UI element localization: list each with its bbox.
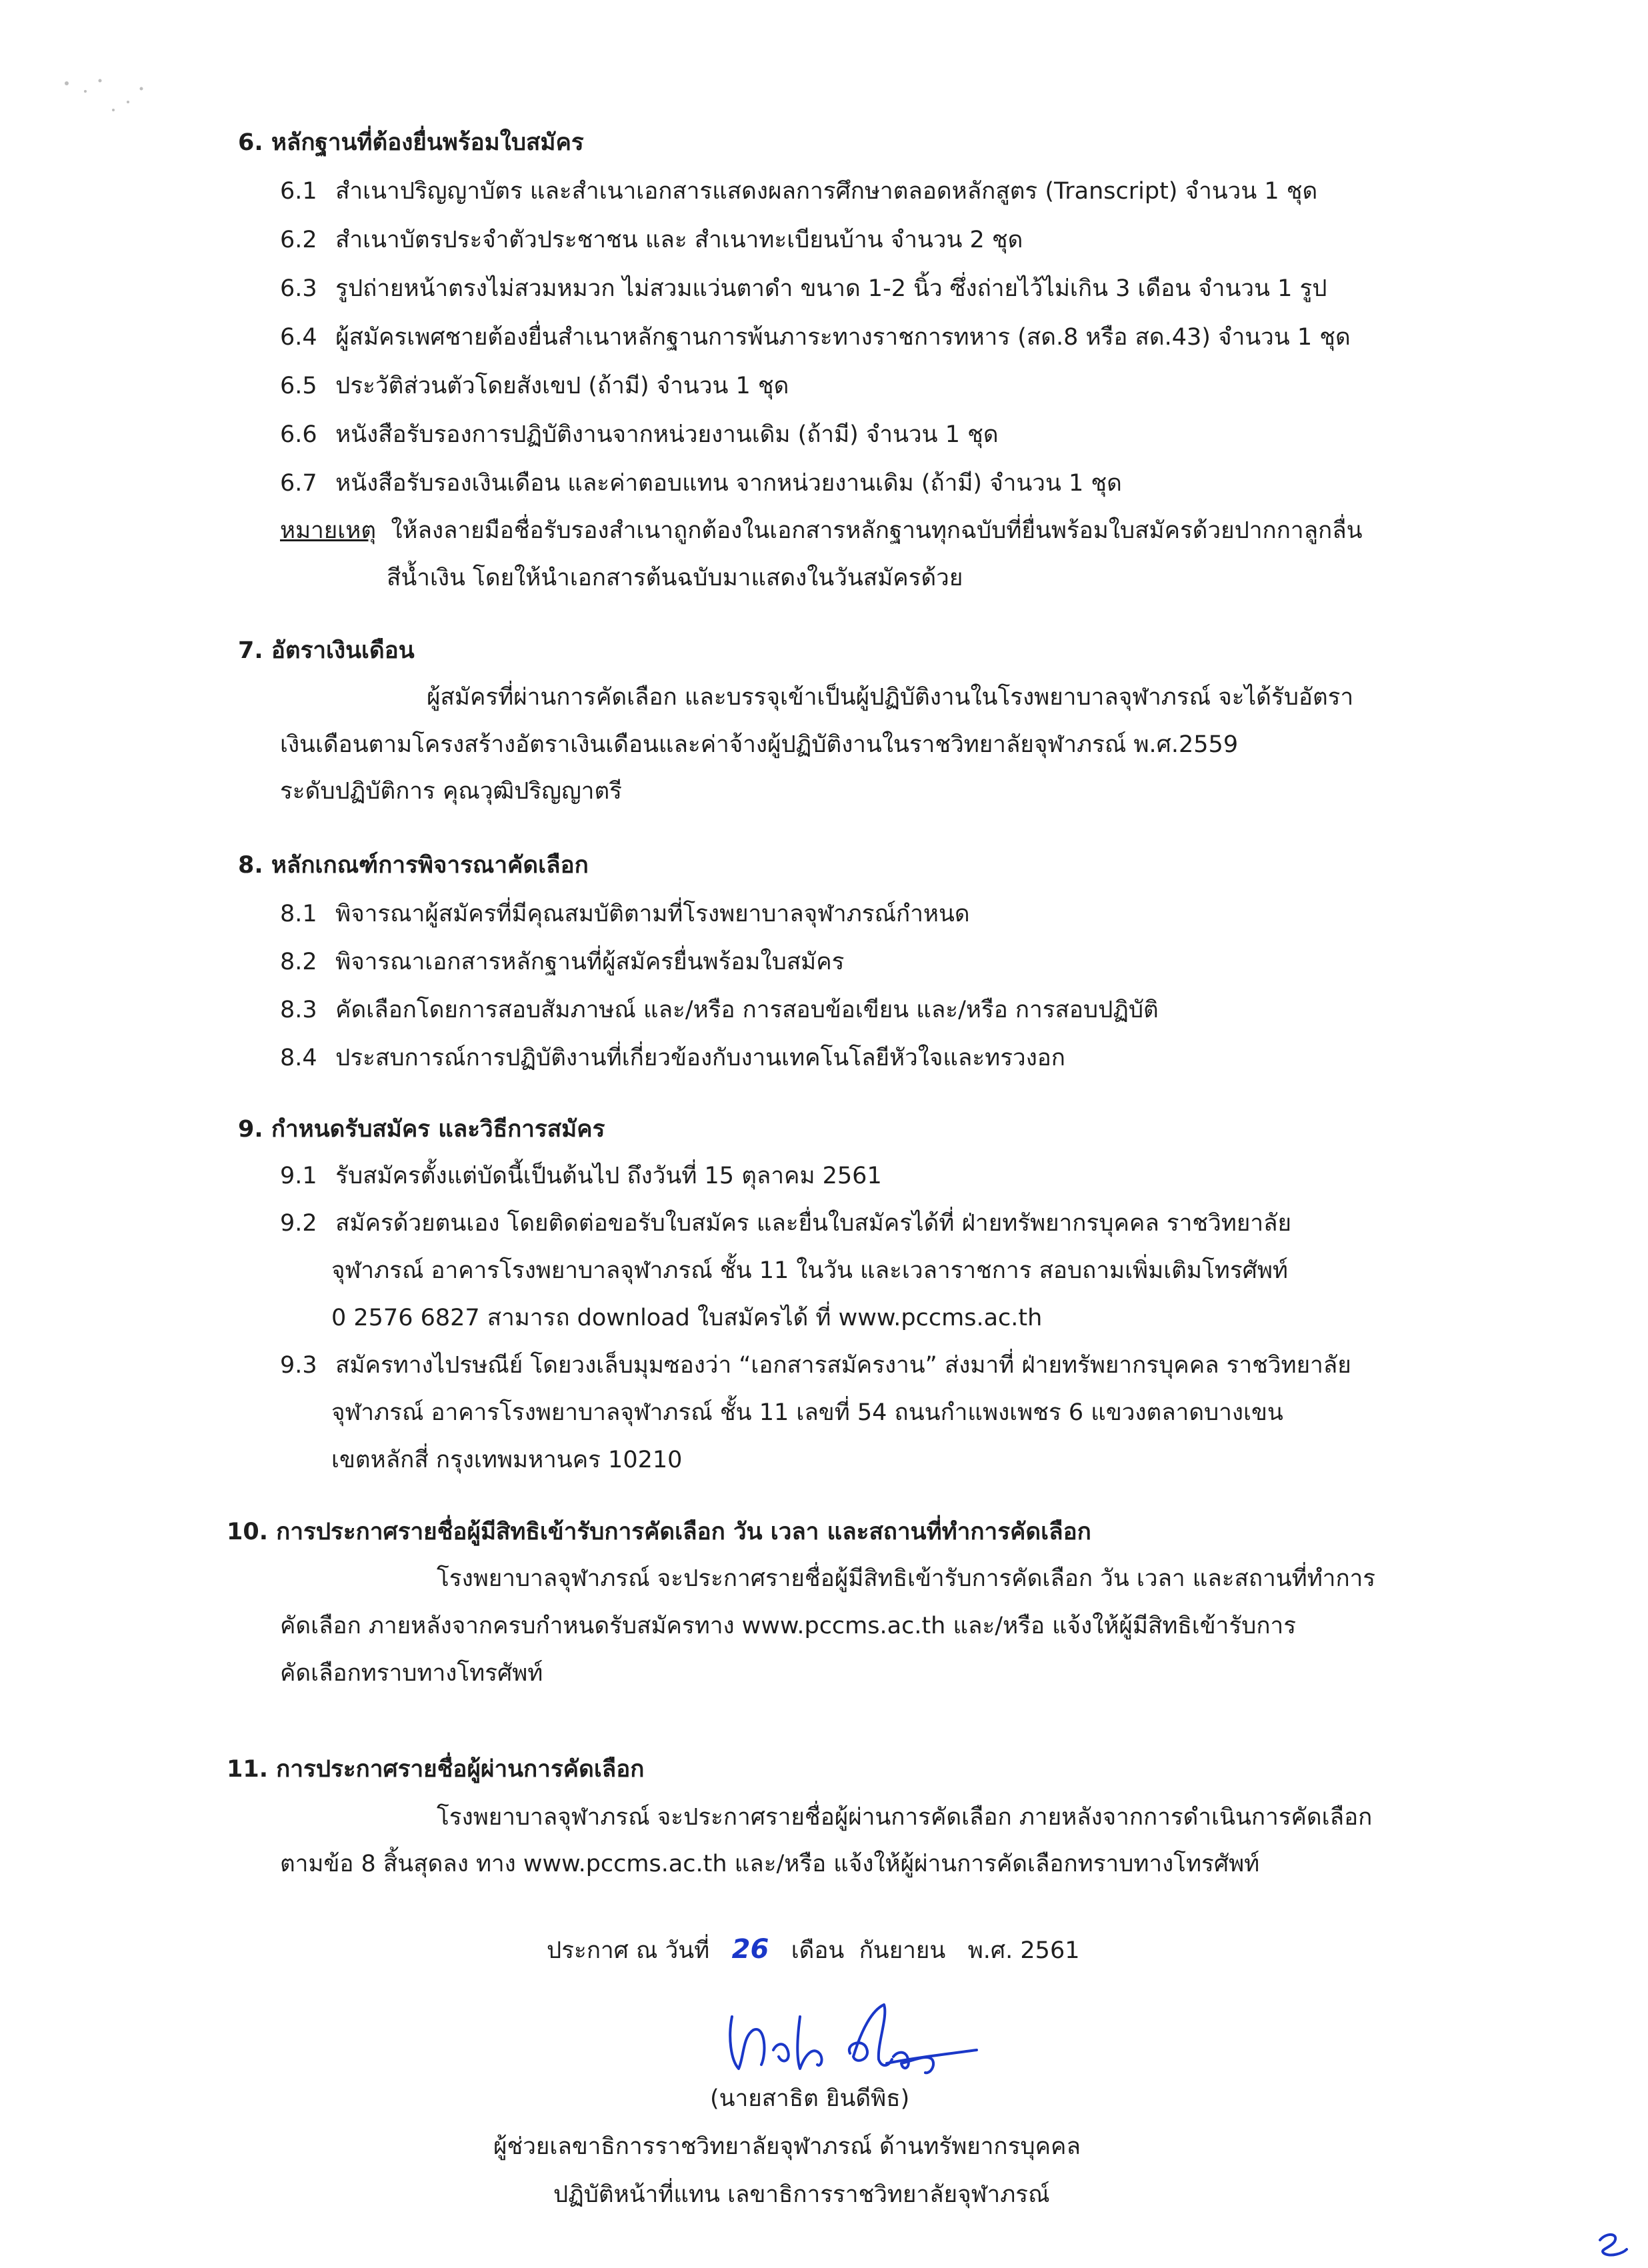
section-7-title: 7. อัตราเงินเดือน	[238, 637, 415, 664]
paragraph-line: เงินเดือนตามโครงสร้างอัตราเงินเดือนและค่าจ้างผู้ปฏิบัติงานในราชวิทยาลัยจุฬาภรณ์ พ.ศ.2559	[280, 731, 1239, 758]
handwritten-signature	[713, 1990, 987, 2090]
list-item: 8.2 พิจารณาเอกสารหลักฐานที่ผู้สมัครยื่นพร้อมใบสมัคร	[280, 949, 845, 975]
paragraph-line: คัดเลือก ภายหลังจากครบกำหนดรับสมัครทาง www.pccms.ac.th และ/หรือ แจ้งให้ผู้มีสิทธิเข้ารับการ	[280, 1613, 1296, 1639]
list-item: 9.3 สมัครทางไปรษณีย์ โดยวงเล็บมุมซองว่า “เอกสารสมัครงาน” ส่งมาที่ ฝ่ายทรัพยากรบุคคล ราชวิทยาลัย	[280, 1352, 1351, 1379]
list-item: 6.2 สำเนาบัตรประจำตัวประชาชน และ สำเนาทะเบียนบ้าน จำนวน 2 ชุด	[280, 227, 1023, 253]
list-item-continuation: จุฬาภรณ์ อาคารโรงพยาบาลจุฬาภรณ์ ชั้น 11 เลขที่ 54 ถนนกำแพงเพชร 6 แขวงตลาดบางเขน	[331, 1399, 1283, 1426]
signatory-name: (นายสาธิต ยินดีพิธ)	[710, 2085, 910, 2112]
signatory-position: ผู้ช่วยเลขาธิการราชวิทยาลัยจุฬาภรณ์ ด้านทรัพยากรบุคคล	[493, 2133, 1081, 2160]
section-11-title: 11. การประกาศรายชื่อผู้ผ่านการคัดเลือก	[227, 1756, 645, 1783]
list-item: 6.1 สำเนาปริญญาบัตร และสำเนาเอกสารแสดงผลการศึกษาตลอดหลักสูตร (Transcript) จำนวน 1 ชุด	[280, 178, 1318, 205]
list-item-continuation: จุฬาภรณ์ อาคารโรงพยาบาลจุฬาภรณ์ ชั้น 11 ในวัน และเวลาราชการ สอบถามเพิ่มเติมโทรศัพท์	[331, 1257, 1288, 1284]
paragraph-line: ระดับปฏิบัติการ คุณวุฒิปริญญาตรี	[280, 778, 622, 805]
signatory-position-acting: ปฏิบัติหน้าที่แทน เลขาธิการราชวิทยาลัยจุฬาภรณ์	[553, 2181, 1050, 2208]
list-item-continuation: เขตหลักสี่ กรุงเทพมหานคร 10210	[331, 1447, 683, 1473]
list-item: 6.3 รูปถ่ายหน้าตรงไม่สวมหมวก ไม่สวมแว่นตาดำ ขนาด 1-2 นิ้ว ซึ่งถ่ายไว้ไม่เกิน 3 เดือน จำนวน 1 รูป	[280, 275, 1327, 302]
note-line-2: สีน้ำเงิน โดยให้นำเอกสารต้นฉบับมาแสดงในวันสมัครด้วย	[387, 565, 963, 591]
list-item: 8.3 คัดเลือกโดยการสอบสัมภาษณ์ และ/หรือ การสอบข้อเขียน และ/หรือ การสอบปฏิบัติ	[280, 997, 1159, 1023]
list-item: 6.6 หนังสือรับรองการปฏิบัติงานจากหน่วยงานเดิม (ถ้ามี) จำนวน 1 ชุด	[280, 421, 999, 448]
note-line-1: หมายเหตุ ให้ลงลายมือชื่อรับรองสำเนาถูกต้องในเอกสารหลักฐานทุกฉบับที่ยื่นพร้อมใบสมัครด้วยปากกาลูกลื่น	[280, 517, 1363, 544]
list-item: 8.4 ประสบการณ์การปฏิบัติงานที่เกี่ยวข้องกับงานเทคโนโลยีหัวใจและทรวงอก	[280, 1045, 1066, 1071]
list-item: 9.2 สมัครด้วยตนเอง โดยติดต่อขอรับใบสมัคร และยื่นใบสมัครได้ที่ ฝ่ายทรัพยากรบุคคล ราชวิทยาลัย	[280, 1210, 1291, 1237]
section-10-title: 10. การประกาศรายชื่อผู้มีสิทธิเข้ารับการคัดเลือก วัน เวลา และสถานที่ทำการคัดเลือก	[227, 1519, 1091, 1545]
list-item-continuation: 0 2576 6827 สามารถ download ใบสมัครได้ ที่ www.pccms.ac.th	[331, 1305, 1043, 1331]
paragraph-line: คัดเลือกทราบทางโทรศัพท์	[280, 1660, 543, 1687]
list-item: 6.5 ประวัติส่วนตัวโดยสังเขป (ถ้ามี) จำนวน 1 ชุด	[280, 373, 789, 399]
paragraph-line: โรงพยาบาลจุฬาภรณ์ จะประกาศรายชื่อผู้มีสิทธิเข้ารับการคัดเลือก วัน เวลา และสถานที่ทำการ	[437, 1565, 1376, 1592]
section-8-title: 8. หลักเกณฑ์การพิจารณาคัดเลือก	[238, 852, 589, 879]
handwritten-day: 26	[731, 1934, 769, 1965]
list-item: 6.7 หนังสือรับรองเงินเดือน และค่าตอบแทน จากหน่วยงานเดิม (ถ้ามี) จำนวน 1 ชุด	[280, 470, 1122, 497]
paragraph-line: โรงพยาบาลจุฬาภรณ์ จะประกาศรายชื่อผู้ผ่านการคัดเลือก ภายหลังจากการดำเนินการคัดเลือก	[437, 1804, 1373, 1831]
section-9-title: 9. กำหนดรับสมัคร และวิธีการสมัคร	[238, 1116, 605, 1143]
scan-specks	[53, 63, 160, 123]
note-label: หมายเหตุ	[280, 517, 377, 544]
list-item: 8.1 พิจารณาผู้สมัครที่มีคุณสมบัติตามที่โรงพยาบาลจุฬาภรณ์กำหนด	[280, 901, 970, 927]
paragraph-line: ผู้สมัครที่ผ่านการคัดเลือก และบรรจุเข้าเป็นผู้ปฏิบัติงานในโรงพยาบาลจุฬาภรณ์ จะได้รับอัตรา	[427, 684, 1354, 711]
list-item: 6.4 ผู้สมัครเพศชายต้องยื่นสำเนาหลักฐานการพ้นภาระทางราชการทหาร (สด.8 หรือ สด.43) จำนวน 1 ชุด	[280, 324, 1351, 351]
section-6-title: 6. หลักฐานที่ต้องยื่นพร้อมใบสมัคร	[238, 129, 584, 156]
announcement-date: ประกาศ ณ วันที่ 26 เดือน กันยายน พ.ศ. 2561	[547, 1934, 1080, 1965]
paragraph-line: ตามข้อ 8 สิ้นสุดลง ทาง www.pccms.ac.th และ/หรือ แจ้งให้ผู้ผ่านการคัดเลือกทราบทางโทรศัพท์	[280, 1851, 1260, 1877]
list-item: 9.1 รับสมัครตั้งแต่บัดนี้เป็นต้นไป ถึงวันที่ 15 ตุลาคม 2561	[280, 1163, 882, 1189]
corner-mark	[1587, 2220, 1633, 2260]
